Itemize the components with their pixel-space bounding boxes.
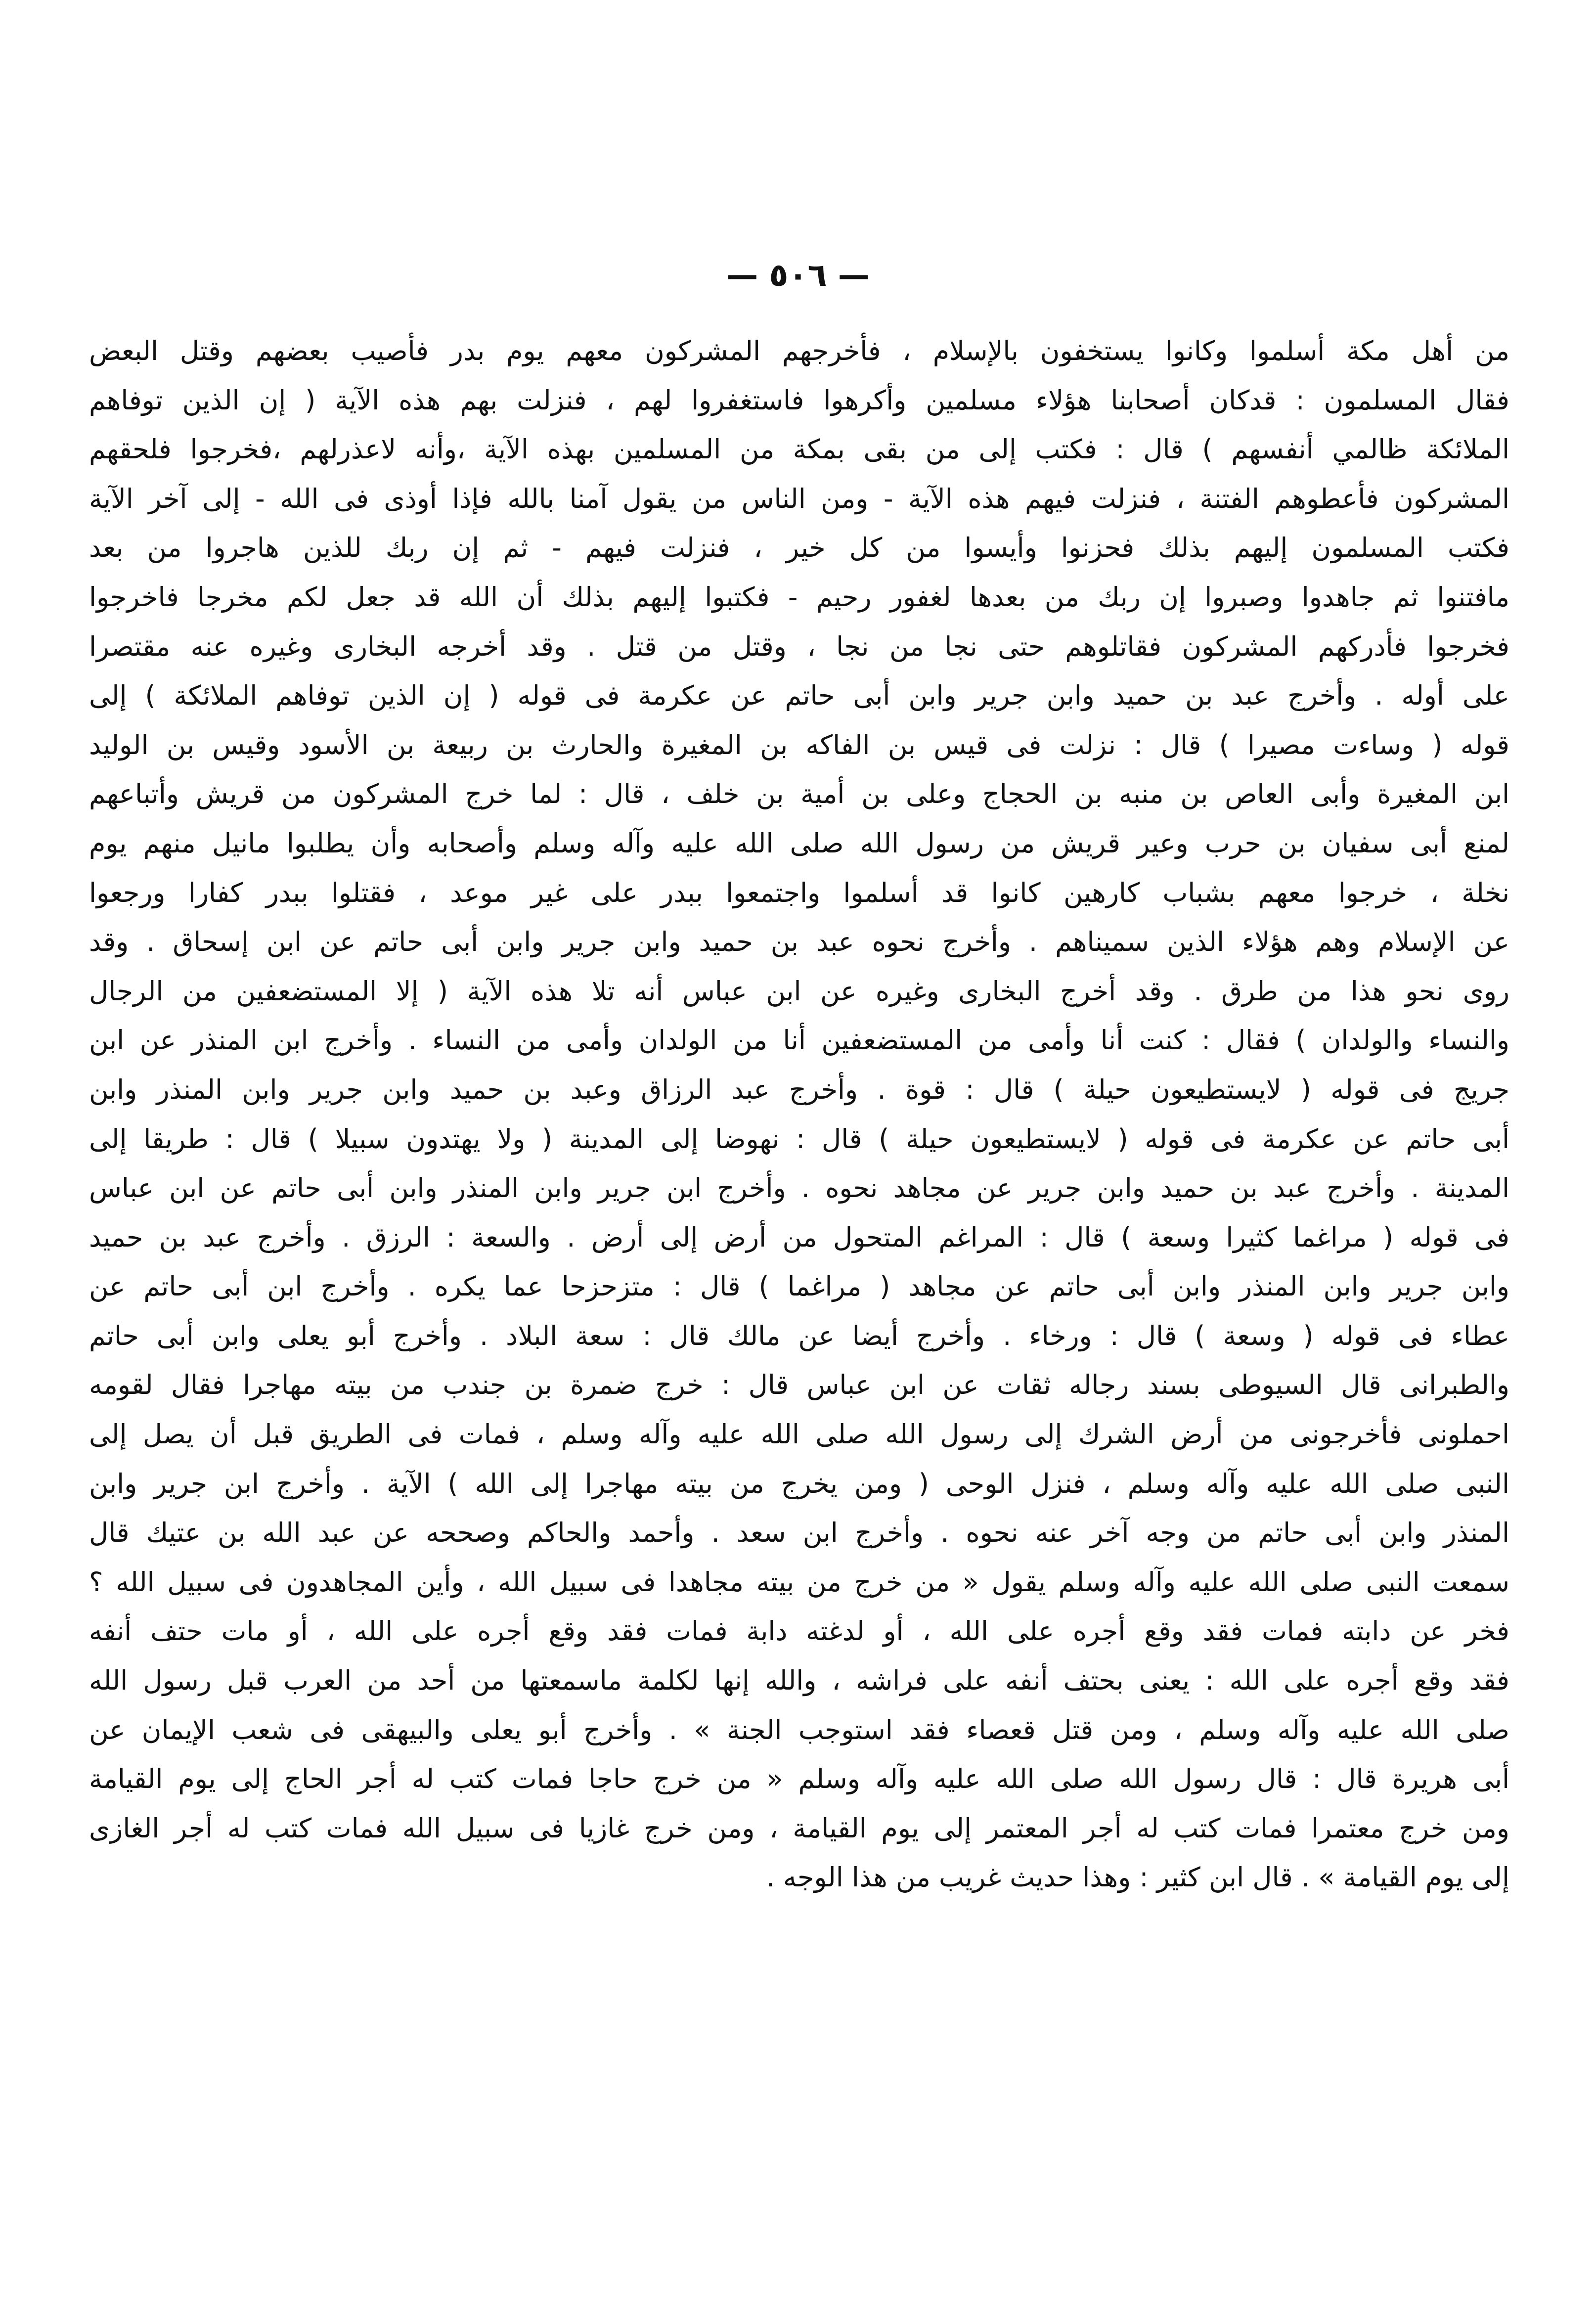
- text-line: عطاء فى قوله ( وسعة ) قال : ورخاء . وأخرج أيضا عن مالك قال : سعة البلاد . وأخرج أبو يعلى وابن أبى حاتم: [89, 1320, 1509, 1351]
- page-number: — ٥٠٦ —: [726, 257, 870, 294]
- text-line: قوله ( وساءت مصيرا ) قال : نزلت فى قيس بن الفاكه بن المغيرة والحارث بن ربيعة بن الأسود وقيس بن الوليد: [89, 729, 1509, 760]
- text-line: فقد وقع أجره على الله : يعنى بحتف أنفه على فراشه ، والله إنها لكلمة ماسمعتها من أحد من العرب قبل رسول الله: [89, 1665, 1509, 1697]
- text-line: وابن جرير وابن المنذر وابن أبى حاتم عن مجاهد ( مراغما ) قال : متزحزحا عما يكره . وأخرج ابن أبى حاتم عن: [89, 1271, 1509, 1302]
- text-line: روى نحو هذا من طرق . وقد أخرج البخارى وغيره عن ابن عباس أنه تلا هذه الآية ( إلا المستضعفين من الرجال: [89, 975, 1509, 1007]
- text-line: احملونى فأخرجونى من أرض الشرك إلى رسول الله صلى الله عليه وآله وسلم ، فمات فى الطريق قبل أن يصل إلى: [89, 1419, 1509, 1450]
- text-line: من أهل مكة أسلموا وكانوا يستخفون بالإسلام ، فأخرجهم المشركون معهم يوم بدر فأصيب بعضهم وقتل البعض: [89, 335, 1509, 366]
- text-line: فخرجوا فأدركهم المشركون فقاتلوهم حتى نجا من نجا ، وقتل من قتل . وقد أخرجه البخارى وغيره عنه مقتصرا: [89, 630, 1509, 662]
- text-line: فقال المسلمون : قدكان أصحابنا هؤلاء مسلمين وأكرهوا فاستغفروا لهم ، فنزلت بهم هذه الآية ( إن الذين توفاهم: [89, 384, 1509, 416]
- text-line: المشركون فأعطوهم الفتنة ، فنزلت فيهم هذه الآية - ومن الناس من يقول آمنا بالله فإذا أوذى فى الله - إلى آخر الآية: [89, 483, 1509, 514]
- text-line: الملائكة ظالمي أنفسهم ) قال : فكتب إلى من بقى بمكة من المسلمين بهذه الآية ،وأنه لاعذرلهم ،فخرجوا فلحقهم: [89, 434, 1509, 465]
- text-line: لمنع أبى سفيان بن حرب وعير قريش من رسول الله صلى الله عليه وآله وسلم وأصحابه وأن يطلبوا مانيل منهم يوم: [89, 827, 1509, 859]
- text-line: فخر عن دابته فمات فقد وقع أجره على الله ، أو لدغته دابة فمات فقد وقع أجره على الله ، أو مات حتف أنفه: [89, 1615, 1509, 1647]
- text-line: المدينة . وأخرج عبد بن حميد وابن جرير عن مجاهد نحوه . وأخرج ابن جرير وابن المنذر وابن أبى حاتم عن ابن عباس: [89, 1172, 1509, 1204]
- text-line: والطبرانى قال السيوطى بسند رجاله ثقات عن ابن عباس قال : خرج ضمرة بن جندب من بيته مهاجرا فقال لقومه: [89, 1369, 1509, 1401]
- text-line: أبى حاتم عن عكرمة فى قوله ( لايستطيعون حيلة ) قال : نهوضا إلى المدينة ( ولا يهتدون سبيلا ) قال : طريقا إلى: [89, 1123, 1509, 1155]
- text-line: المنذر وابن أبى حاتم من وجه آخر عنه نحوه . وأخرج ابن سعد . وأحمد والحاكم وصححه عن عبد الله بن عتيك قال: [89, 1517, 1509, 1549]
- text-line: أبى هريرة قال : قال رسول الله صلى الله عليه وآله وسلم « من خرج حاجا فمات كتب له أجر الحاج إلى يوم القيامة: [89, 1763, 1509, 1795]
- text-line: ابن المغيرة وأبى العاص بن منبه بن الحجاج وعلى بن أمية بن خلف ، قال : لما خرج المشركون من قريش وأتباعهم: [89, 778, 1509, 810]
- text-line: على أوله . وأخرج عبد بن حميد وابن جرير وابن أبى حاتم عن عكرمة فى قوله ( إن الذين توفاهم الملائكة ) إلى: [89, 680, 1509, 712]
- text-line: نخلة ، خرجوا معهم بشباب كارهين كانوا قد أسلموا واجتمعوا ببدر على غير موعد ، فقتلوا ببدر كفارا ورجعوا: [89, 877, 1509, 908]
- body-text: [89, 326, 1509, 1902]
- text-line: النبى صلى الله عليه وآله وسلم ، فنزل الوحى ( ومن يخرج من بيته مهاجرا إلى الله ) الآية . وأخرج ابن جرير وابن: [89, 1468, 1509, 1499]
- text-line: صلى الله عليه وآله وسلم ، ومن قتل قعصاء فقد استوجب الجنة » . وأخرج أبو يعلى والبيهقى فى شعب الإيمان عن: [89, 1714, 1509, 1745]
- text-line: والنساء والولدان ) فقال : كنت أنا وأمى من المستضعفين أنا من الولدان وأمى من النساء . وأخرج ابن المنذر عن ابن: [89, 1025, 1509, 1056]
- text-line: مافتنوا ثم جاهدوا وصبروا إن ربك من بعدها لغفور رحيم - فكتبوا إليهم بذلك أن الله قد جعل لكم مخرجا فاخرجوا: [89, 581, 1509, 613]
- text-line: سمعت النبى صلى الله عليه وآله وسلم يقول « من خرج من بيته مجاهدا فى سبيل الله ، وأين المجاهدون فى سبيل الله ؟: [89, 1566, 1509, 1598]
- text-line: فى قوله ( مراغما كثيرا وسعة ) قال : المراغم المتحول من أرض إلى أرض . والسعة : الرزق . وأخرج عبد بن حميد: [89, 1221, 1509, 1253]
- text-line: ومن خرج معتمرا فمات كتب له أجر المعتمر إلى يوم القيامة ، ومن خرج غازيا فى سبيل الله فمات كتب له أجر الغازى: [89, 1812, 1509, 1844]
- text-line: جريج فى قوله ( لايستطيعون حيلة ) قال : قوة . وأخرج عبد الرزاق وعبد بن حميد وابن جرير وابن المنذر وابن: [89, 1073, 1509, 1105]
- text-line: عن الإسلام وهم هؤلاء الذين سميناهم . وأخرج نحوه عبد بن حميد وابن جرير وابن أبى حاتم عن ابن إسحاق . وقد: [89, 926, 1509, 958]
- text-line: إلى يوم القيامة » . قال ابن كثير : وهذا حديث غريب من هذا الوجه .: [766, 1862, 1509, 1893]
- text-line: فكتب المسلمون إليهم بذلك فحزنوا وأيسوا من كل خير ، فنزلت فيهم - ثم إن ربك للذين هاجروا من بعد: [89, 532, 1509, 564]
